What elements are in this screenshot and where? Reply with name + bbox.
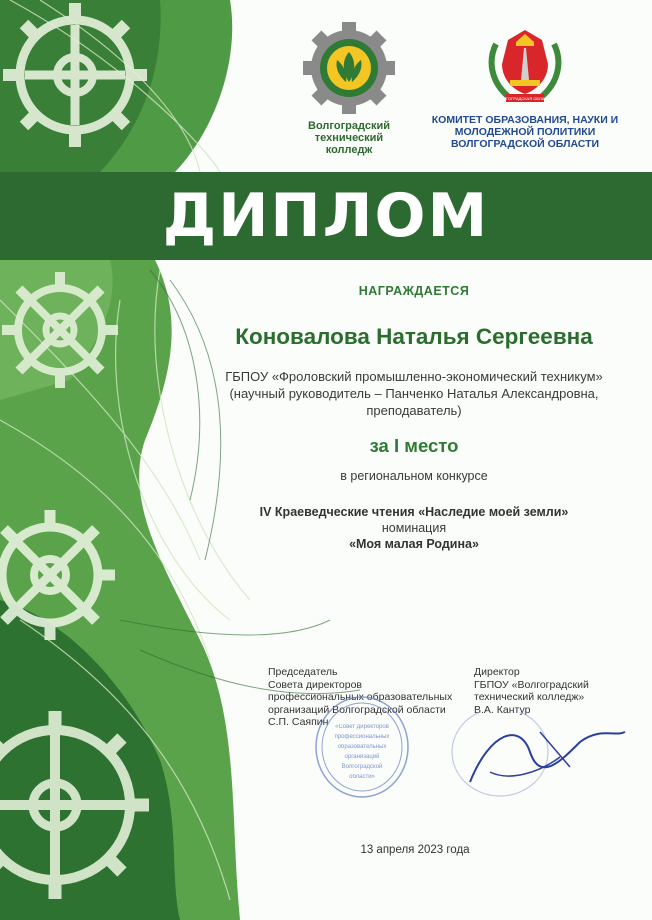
title-banner: [0, 172, 652, 260]
recipient-name: Коновалова Наталья Сергеевна: [235, 324, 593, 349]
emblem-ribbon-text: ВОЛГОГРАДСКАЯ ОБЛАСТЬ: [497, 96, 553, 101]
director-title-3: технический колледж»: [474, 691, 585, 703]
director-title-2: ГБПОУ «Волгоградский: [474, 678, 589, 691]
college-logo: [296, 22, 402, 156]
director-title: Директор: [474, 666, 520, 678]
college-name: Волгоградский технический колледж: [308, 120, 390, 156]
committee-name: КОМИТЕТ ОБРАЗОВАНИЯ, НАУКИ И МОЛОДЕЖНОЙ ПОЛИТИКИ ВОЛГОГРАДСКОЙ ОБЛАСТИ: [431, 114, 619, 150]
supervisor-info: (научный руководитель – Панченко Наталья Александровна, преподаватель): [229, 386, 599, 418]
director-name: В.А. Кантур: [474, 703, 531, 716]
organization-name: ГБПОУ «Фроловский промышленно-экономический техникум»: [225, 369, 603, 384]
svg-text:образовательных: образовательных: [337, 744, 387, 750]
svg-text:организаций: организаций: [344, 754, 380, 760]
svg-text:области»: области»: [349, 774, 375, 780]
awarded-label: НАГРАЖДАЕТСЯ: [358, 284, 470, 298]
college-gear-icon: [303, 22, 395, 114]
director-signature-icon: [430, 712, 630, 802]
regional-emblem-icon: [480, 24, 570, 110]
award-content: [195, 280, 633, 551]
competition-intro: в региональном конкурсе: [340, 469, 488, 483]
svg-text:Волгоградской: Волгоградской: [341, 764, 383, 770]
organization-block: [195, 368, 633, 419]
committee-logo: [430, 24, 620, 150]
svg-text:профессиональных: профессиональных: [334, 734, 390, 740]
chairman-title-2: Совета директоров: [268, 678, 362, 691]
svg-text:«Совет директоров: «Совет директоров: [335, 724, 389, 730]
chairman-title-3: профессиональных образовательных: [268, 691, 453, 703]
competition-name: IV Краеведческие чтения «Наследие моей земли»: [259, 505, 569, 519]
diploma-title: ДИПЛОМ: [162, 181, 490, 251]
chairman-title-4: организаций Волгоградской области: [268, 703, 446, 716]
chairman-name: С.П. Саяпин: [268, 716, 329, 728]
gear-middle: [2, 272, 118, 388]
chairman-title: Председатель: [268, 666, 338, 678]
nomination-name: «Моя малая Родина»: [349, 537, 479, 551]
council-seal-icon: [312, 692, 412, 802]
award-date: 13 апреля 2023 года: [360, 844, 470, 856]
signature-block-director: [474, 666, 614, 716]
place-text: за I место: [369, 435, 459, 456]
nomination-label: номинация: [381, 521, 447, 535]
